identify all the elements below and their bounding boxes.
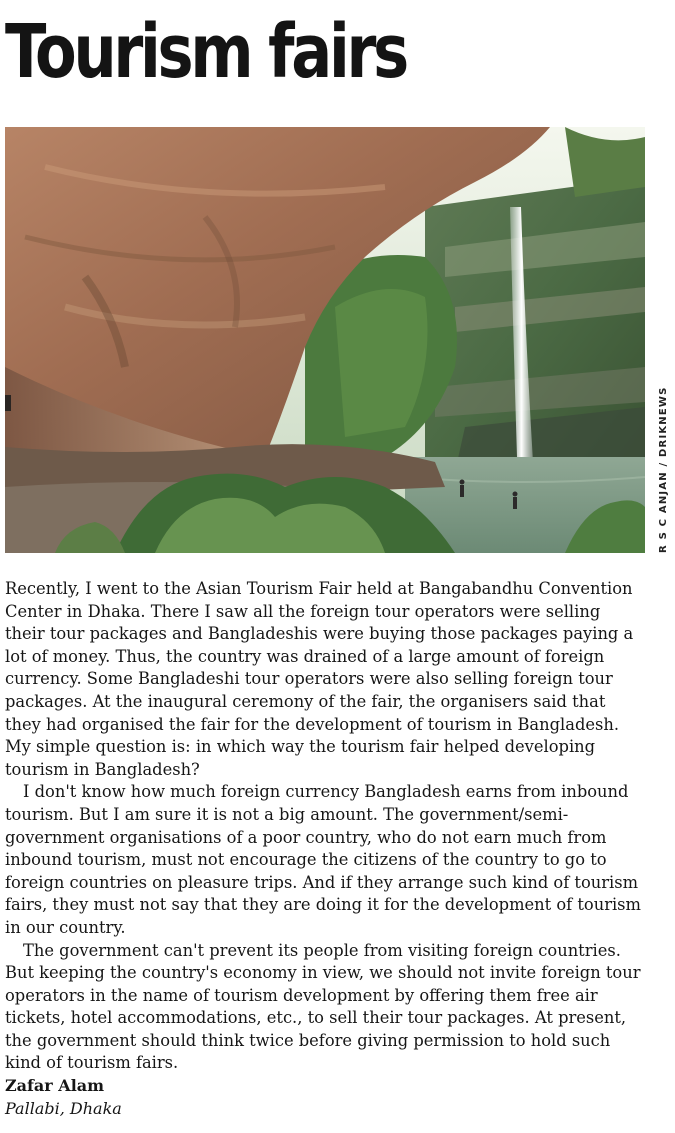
article-paragraph-3: The government can't prevent its people from visiting foreign countries. But keeping the country's economy in view, we should not invite foreign tour operators in the name of tourism development by offering them free air tickets, hotel accommodations, etc., to sell their tour packages. At present, the government should think twice before giving permission to hold such kind of tourism fairs.: [5, 940, 641, 1073]
photo-credit: R S C ANJAN / DRIKNEWS: [658, 386, 669, 553]
headline: Tourism fairs: [5, 9, 406, 95]
author-name: Zafar Alam: [5, 1076, 105, 1096]
waterfall-photo-illustration: [5, 127, 645, 553]
article-paragraph-2: I don't know how much foreign currency Bangladesh earns from inbound tourism. But I am sure it is not a big amount. The government/semi-government organisations of a poor country, who do not earn much from inbound tourism, must not encourage the citizens of the country to go to foreign countries on pleasure trips. And if they arrange such kind of tourism fairs, they must not say that they are doing it for the development of tourism in our country.: [5, 782, 641, 937]
waterfall-photo: [5, 127, 645, 553]
article-paragraph-1: Recently, I went to the Asian Tourism Fair held at Bangabandhu Convention Center in Dhaka. There I saw all the foreign tour operators were selling their tour packages and Bangladeshis were buying those packages paying a lot of money. Thus, the country was drained of a large amount of foreign currency. Some Bangladeshi tour operators were also selling foreign tour packages. At the inaugural ceremony of the fair, the organisers said that they had organised the fair for the development of tourism in Bangladesh. My simple question is: in which way the tourism fair helped developing tourism in Bangladesh?: [5, 579, 634, 779]
article-body: [5, 578, 645, 1120]
author-location: Pallabi, Dhaka: [5, 1098, 122, 1118]
